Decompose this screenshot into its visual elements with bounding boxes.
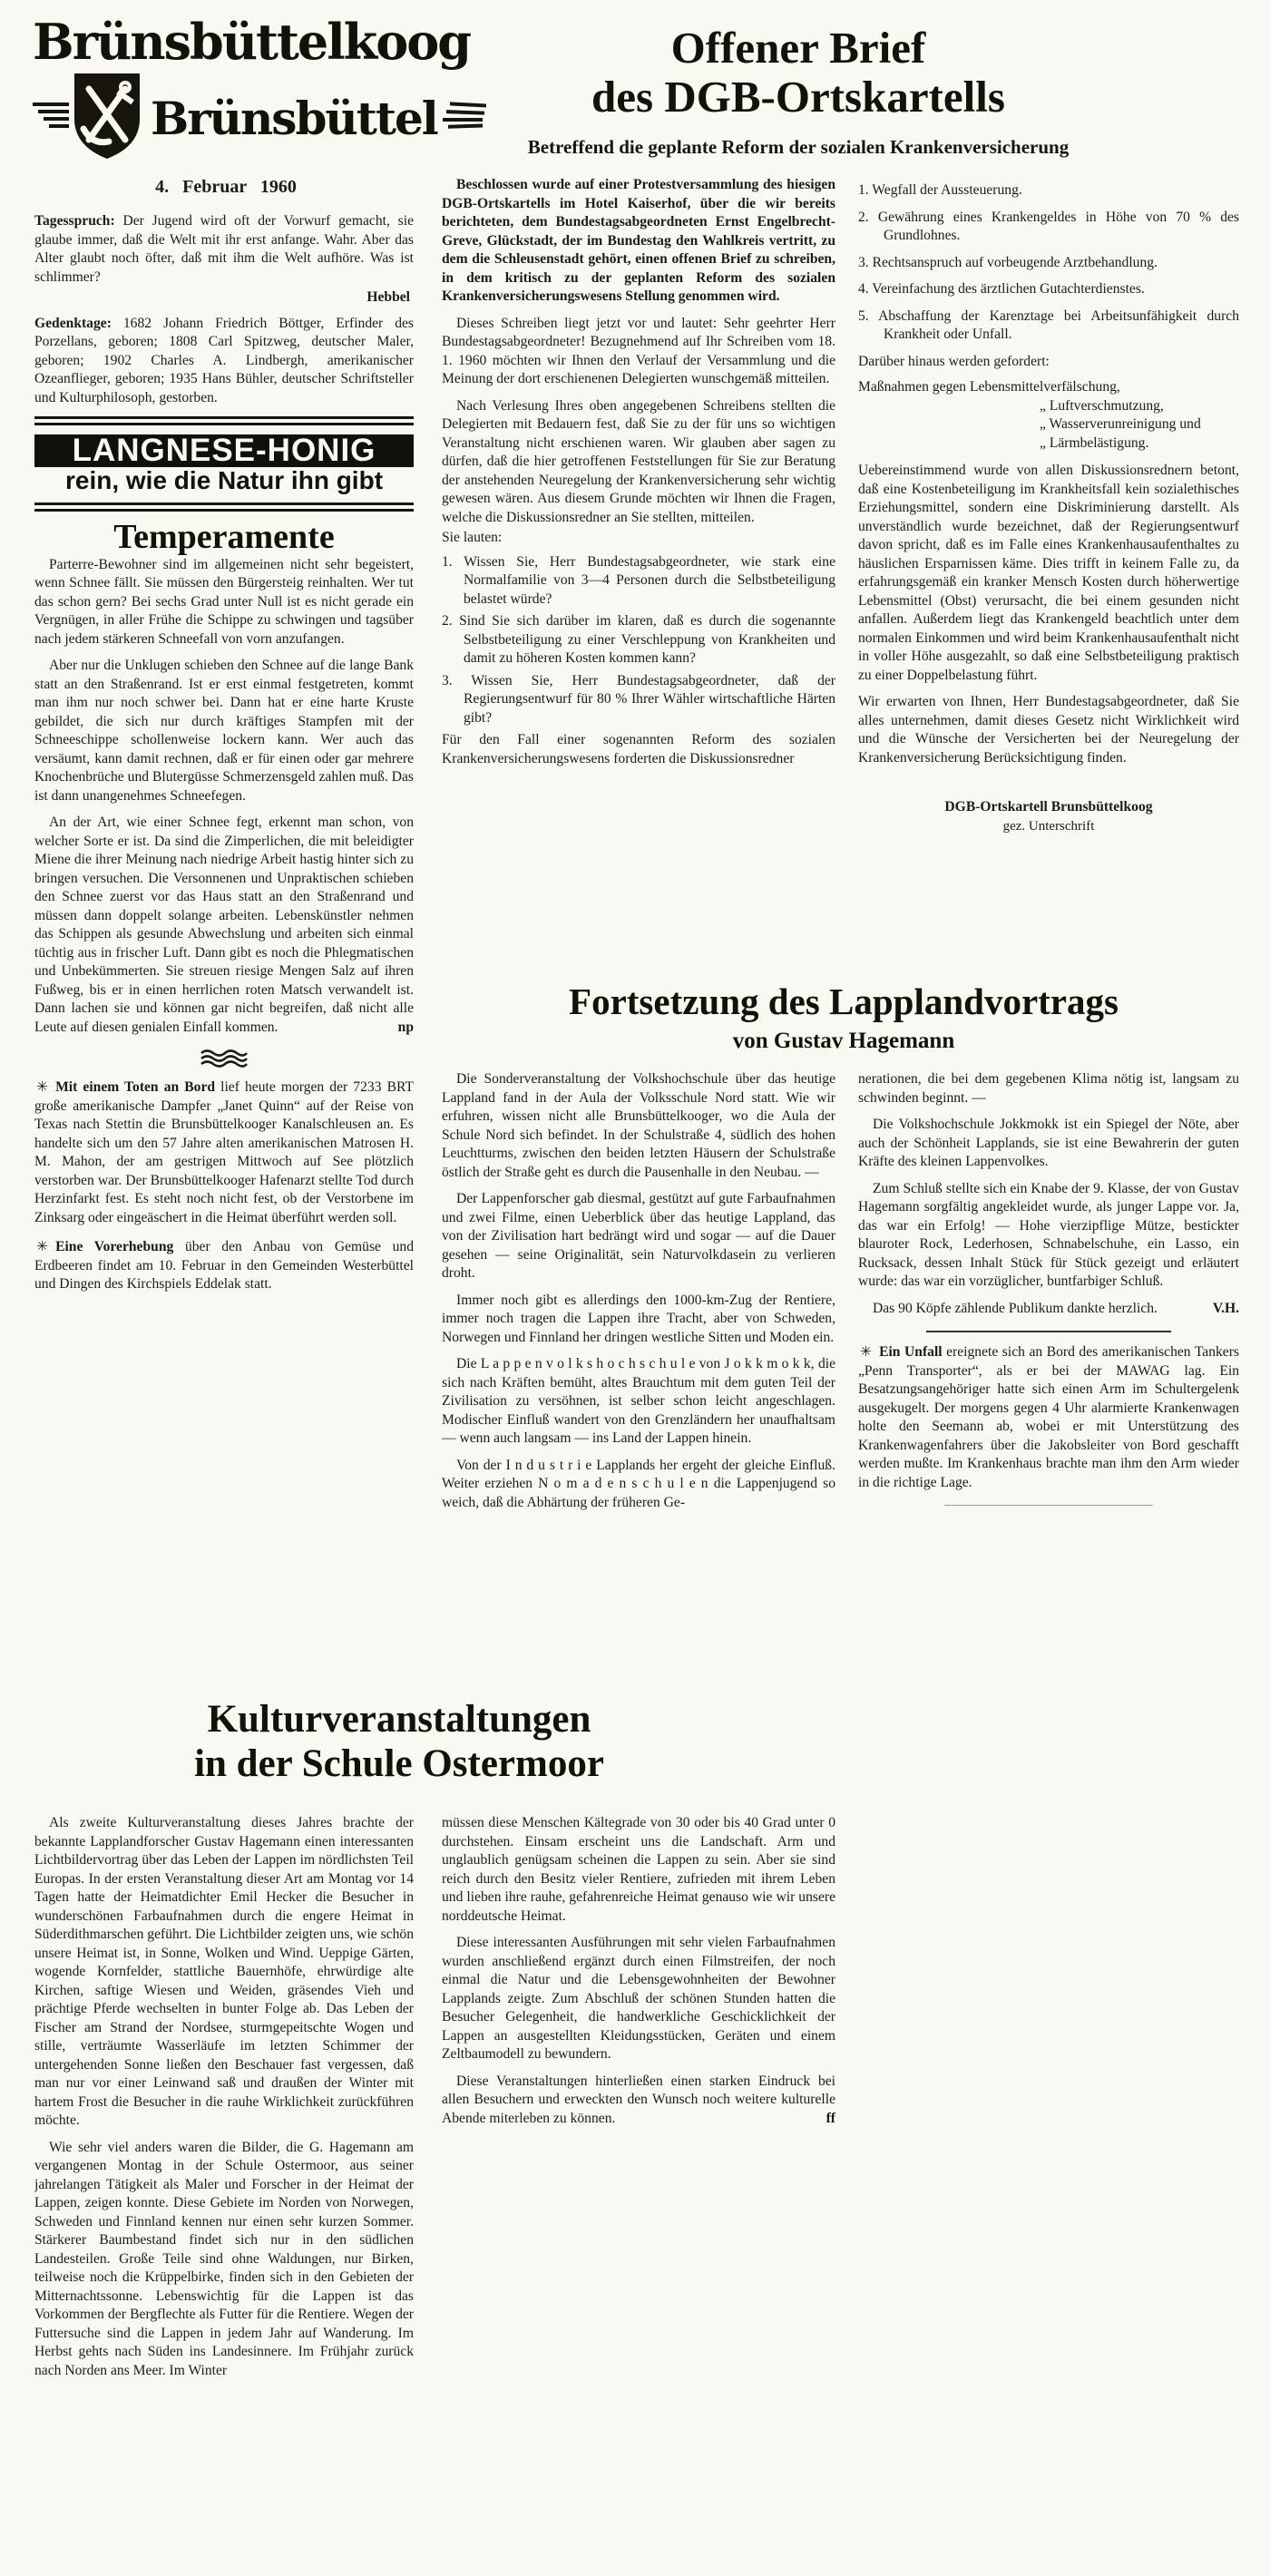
dgb-demand: 1. Wegfall der Aussteuerung. bbox=[858, 182, 1022, 198]
dgb-massnahme: „ Luftverschmutzung, bbox=[1040, 397, 1164, 414]
lappland-paragraph: Von der I n d u s t r i e Lapplands her ergeht der gleiche Einfluß. Weiter erziehen N o m a d e n s c h u l e n die Lappenjugend so weich, daß die Abhärtung der früheren Ge- bbox=[442, 1457, 835, 1510]
tagesspruch-label: Tagesspruch: bbox=[34, 213, 115, 229]
item-star-icon: ✳ bbox=[36, 1239, 49, 1254]
news-item-text: ereignete sich an Bord des amerikanischen Tankers „Penn Transporter“, als er bei der MAWAG lag. Ein Besatzungsangehöriger hatte sich einen Arm im Schultergelenk ausgekugelt. Der morgens gegen 4 Uhr alarmierte Krankenwagen holte den Seemann ab, wobei er mit Unterstützung des Krankenwagenfahrers über die Jakobsleiter von Bord geschafft werden mußte. Im Krankenhaus brachte man ihm den Arm wieder in die richtige Lage. bbox=[858, 1344, 1239, 1490]
temperamente-paragraph: Aber nur die Unklugen schieben den Schnee auf die lange Bank statt an den Straßenrand. Ist er erst einmal festgetreten, kommt man ihm nur noch schwer bei. Dann hat er eine harte Kruste gebildet, die sich nur durch kräftiges Stampfen mit der Schneeschippe schollenweise lockern kann. Wer auch das versäumt, kann damit rechnen, daß er für einen oder gar mehrere Knochenbrüche und Blutergüsse Schmerzensgeld zahlen muß. Das ist dann unangenehmes Schneefegen. bbox=[34, 658, 414, 804]
item-star-icon: ✳ bbox=[860, 1344, 873, 1360]
news-item-text: lief heute morgen der 7233 BRT große amerikanische Dampfer „Janet Quinn“ auf der Reise von Texas nach Stettin die Brunsbüttelkooger Kanalschleusen an. Es handelte sich um den 57 Jahre alten amerikanischen Matrosen H. M. Mahon, der am gestrigen Mittwoch auf See plötzlich verstorben war. Der Brunsbüttelkooger Hafenarzt stellte Tod durch Herzinfarkt fest. Es steht noch nicht fest, ob der Verstorbene im Zinksarg oder eingeäschert in die Heimat überführt werden soll. bbox=[34, 1079, 414, 1225]
temperamente-paragraph bbox=[34, 814, 414, 1037]
wavy-ornament bbox=[200, 1049, 249, 1068]
tagesspruch bbox=[34, 212, 414, 287]
lappland-paragraph: Die Volkshochschule Jokkmokk ist ein Spiegel der Nöte, aber auch der Schönheit Lapplands, sie ist eine Bewahrerin der guten Kräfte des kleinen Lappenvolkes. bbox=[858, 1117, 1239, 1169]
kultur-paragraph: Wie sehr viel anders waren die Bilder, die G. Hagemann am vergangenen Montag in der Schule Ostermoor, aus seiner jahrelangen Tätigkeit als Maler und Forscher in der Heimat der Lappen, zeigen konnte. Diese Gebiete im Norden von Norwegen, Schweden und Finnland kennen nur einen sehr kurzen Sommer. Stärkerer Baumbestand findet sich nur in den südlichen Landesteilen. Große Teile sind ohne Waldungen, nur Birken, teilweise noch die Krüppelbirke, finden sich in den Gebieten der Mitternachtssonne. Lebenswichtig für die Lappen ist das Vorkommen der Bergflechte als Futter für die Rentiere. Wegen der Futtersuche sind die Lappen in jedem Jahr auf Wanderung. Im Herbst gehts nach Süden ins Landesinnere. Im Frühjahr zurück nach Norden ans Meer. Im Winter bbox=[34, 2139, 414, 2378]
dgb-demand: 3. Rechtsanspruch auf vorbeugende Arztbehandlung. bbox=[858, 254, 1158, 270]
lappland-headline-block bbox=[444, 980, 1243, 1054]
dgb-question: 1. Wissen Sie, Herr Bundestagsabgeordneter, wie stark eine Normalfamilie von 3—4 Personen durch die Selbstbeteiligung belastet würde? bbox=[442, 553, 835, 607]
kultur-headline-line2: in der Schule Ostermoor bbox=[194, 1742, 604, 1785]
dgb-column-1 bbox=[442, 176, 835, 776]
langnese-ad-slogan: rein, wie die Natur ihn gibt bbox=[64, 465, 384, 494]
left-column bbox=[34, 212, 414, 1691]
temperamente-title: Temperamente bbox=[113, 518, 335, 556]
flourish-left-icon bbox=[33, 101, 69, 136]
temperamente-paragraph-text: An der Art, wie einer Schnee fegt, erkennt man schon, von welcher Sorte er ist. Da sind die Zimperlichen, die mit beleidigter Miene die ihrer Meinung nach niedrige Arbeit hastig hinter sich zu bringen versuchen. Die Versonnenen und Unpraktischen schieben den Schnee zuerst vor das Haus statt an den Straßenrand und müssen dann doppelt solange arbeiten. Lebenskünstler nehmen das Schippen als gesunde Abwechslung und arbeiten sich einmal tüchtig aus in frischer Luft. Dann gibt es noch die Phlegmatischen und Unbekümmerten. Sie streuen riesige Mengen Salz auf ihren Fußweg, bis er in einen herrlichen roten Matsch verwandelt ist. Dann lachen sie und können gar nicht begreifen, daß nicht alle Leute auf diesen genialen Einfall kommen. bbox=[34, 815, 414, 1035]
lappland-paragraph: Der Lappenforscher gab diesmal, gestützt auf gute Farbaufnahmen und zwei Filme, einen Ueberblick über das heutige Lappland, das von der Zivilisation hart bedrängt wird und sogar — auf die Dauer gesehen — seine Originalität, sein Naturvolkdasein zu verlieren droht. bbox=[442, 1191, 835, 1281]
tagesspruch-text: Der Jugend wird oft der Vorwurf gemacht, sie glaube immer, daß die Welt mit ihr erst anfange. Wahr. Aber das Alter glaubt noch öfter, daß mit ihm die Welt aufhöre. Was ist schlimmer? bbox=[34, 213, 414, 285]
masthead bbox=[33, 13, 470, 198]
dgb-massnahme: „ Wasserverunreinigung und bbox=[1040, 416, 1201, 432]
news-item-lead: Mit einem Toten an Bord bbox=[55, 1079, 216, 1095]
news-item-lead: Eine Vorerhebung bbox=[55, 1239, 174, 1254]
dgb-sie-lauten: Sie lauten: bbox=[442, 530, 503, 545]
langnese-ad-banner: LANGNESE-HONIG bbox=[34, 434, 414, 467]
dgb-demand: 5. Abschaffung der Karenztage bei Arbeitsunfähigkeit durch Krankheit oder Unfall. bbox=[858, 307, 1239, 342]
kultur-paragraph-text: Diese Veranstaltungen hinterließen einen starken Eindruck bei allen Besuchern und erweckten den Wunsch noch weitere kulturelle Abende miterleben zu können. bbox=[442, 2073, 835, 2126]
dgb-paragraph: Dieses Schreiben liegt jetzt vor und lautet: Sehr geehrter Herr Bundestagsabgeordneter! Bezugnehmend auf Ihr Schreiben vom 18. 1. 1960 möchten wir Ihnen den Verlauf der Versammlung und die Meinung der dort erschienenen Delegierten wunschgemäß mitteilen. bbox=[442, 315, 835, 386]
news-item-toter-an-bord bbox=[34, 1078, 414, 1227]
dgb-headline-line2: des DGB-Ortskartells bbox=[591, 71, 1005, 122]
news-item-text: über den Anbau von Gemüse und Erdbeeren findet am 10. Februar in den Gemeinden Westerbüttel und Dingen des Kirchspiels Eddelak statt. bbox=[34, 1239, 414, 1292]
kultur-paragraph: müssen diese Menschen Kältegrade von 30 oder bis 40 Grad unter 0 durchstehen. Einsam erscheint uns die Landschaft. Arm und unglaublich genügsam scheinen die Lappen zu sein. Aber sie sind reich durch den Besitz vieler Rentiere, zufrieden mit ihrem Leben und lieben ihre rauhe, gefahrenreiche Heimat genauso wie wir unsere norddeutsche Heimat. bbox=[442, 1815, 835, 1924]
news-item-lead: Ein Unfall bbox=[879, 1344, 943, 1360]
double-rule-bottom bbox=[34, 503, 414, 512]
lappland-column-1 bbox=[442, 1070, 835, 1520]
dgb-signature-org: DGB-Ortskartell Brunsbüttelkoog bbox=[944, 799, 1153, 815]
audience-text: Das 90 Köpfe zählende Publikum dankte herzlich. bbox=[873, 1300, 1158, 1316]
dgb-massnahme: „ Lärmbelästigung. bbox=[1040, 434, 1149, 451]
news-item-vorerhebung bbox=[34, 1238, 414, 1294]
lappland-paragraph: Immer noch gibt es allerdings den 1000-km-Zug der Rentiere, immer noch tragen die Lappen ihre Tracht, aber von Schweden, Norwegen und Finnland her dringen westliche Sitten und Moden ein. bbox=[442, 1292, 835, 1345]
item-star-icon: ✳ bbox=[36, 1079, 49, 1095]
dgb-question: 2. Sind Sie sich darüber im klaren, daß es durch die sogenannte Selbstbeteiligung zu einer Verschleppung von Krankheiten und damit zu höheren Kosten kommen kann? bbox=[442, 613, 835, 666]
lappland-paragraph: Die L a p p e n v o l k s h o c h s c h u l e von J o k k m o k k, die sich nach Kräften bemüht, altes Brauchtum mit dem guten Teil der Zivilisation zu versöhnen, ist selber schon leicht angeschlagen. Modischer Einfluß wandert von den Grenzländern her unaufhaltsam — wenn auch langsam — ins Land der Lappen hinein. bbox=[442, 1356, 835, 1446]
issue-date: 4. Februar 1960 bbox=[155, 177, 297, 197]
dgb-signature-gez: gez. Unterschrift bbox=[1002, 818, 1095, 834]
city-crest-icon bbox=[71, 71, 143, 166]
lappland-paragraph: Die Sonderveranstaltung der Volkshochschule über das heutige Lappland fand in der Aula der Volksschule Nord statt. Wie wir erfuhren, wissen nicht alle Brunsbüttelkooger, wo die Aula der Schule Nord sich befindet. In der Schulstraße 4, südlich des hohen Leuchtturms, zwischen den beiden letzten Häusern der Schulstraße östlich der Straße geht es durch die Pausenhalle in den Neubau. — bbox=[442, 1071, 835, 1180]
dgb-headline-line1: Offener Brief bbox=[670, 23, 926, 73]
dgb-paragraph: Uebereinstimmend wurde von allen Diskussionsrednern betont, daß eine Kostenbeteiligung im Krankheitsfall kein sozialethisches Erziehungsmittel, sondern eine Diskriminierung darstellt. Als unverständlich wurde bezeichnet, daß der Regierungsentwurf davon spricht, daß es im Falle eines Krankenhausaufenthaltes zu häuslichen Ersparnissen käme. Dies trifft in keinem Falle zu, da erfahrungsgemäß ein kranker Mensch Kosten durch höherwertige Lebensmittel (Obst) verursacht, die bei einem gesunden nicht anfallen. Außerdem liegt das Krankengeld beachtlich unter dem normalen Einkommen und wird beim Krankenhausaufenthalt nicht in voller Höhe ausgezahlt, so daß eine Selbstbeteiligung praktisch zu einer Doppelbelastung führt. bbox=[858, 463, 1239, 683]
news-item-unfall bbox=[858, 1343, 1239, 1492]
dgb-column-2 bbox=[858, 181, 1239, 835]
dgb-paragraph: Wir erwarten von Ihnen, Herr Bundestagsabgeordneter, daß Sie alles unternehmen, damit dieses Gesetz nicht Wirklichkeit wird und die Wünsche der Versicherten bei der Neuregelung der Krankenversicherung Berücksichtigung finden. bbox=[858, 694, 1239, 766]
double-rule-top bbox=[34, 416, 414, 425]
gedenktage-text: 1682 Johann Friedrich Böttger, Erfinder des Porzellans, geboren; 1808 Carl Spitzweg, deutscher Maler, geboren; 1902 Charles A. Lindbergh, amerikanischer Ozeanflieger, geboren; 1935 Hans Bühler, deutscher Schriftsteller und Kulturphilosoph, gestorben. bbox=[34, 315, 414, 405]
lappland-paragraph: nerationen, die bei dem gegebenen Klima nötig ist, langsam zu schwinden beginnt. — bbox=[858, 1071, 1239, 1106]
kultur-paragraph: Als zweite Kulturveranstaltung dieses Jahres brachte der bekannte Lapplandforscher Gustav Hagemann einen interessanten Lichtbildervortrag über das Leben der Lappen im nördlichsten Teil Europas. In der ersten Veranstaltung dieser Art am Montag vor 14 Tagen hatte der Heimatdichter Emil Hecker die Besucher in wunderschönen Farbaufnahmen durch die engere Heimat in Süderdithmarschen geführt. Die Lichtbilder zeigten uns, wie schön unsere Heimat ist, in Sonne, Wolken und Wind. Ueppige Gärten, wogende Kornfelder, stattliche Bauernhöfe, ehrwürdige alte Kirchen, saftige Wiesen und Weiden, gräsendes Vieh und prächtige Pferde wechselten in bunter Folge ab. Das Leben der Fischer am Strand der Nordsee, sturmgepeitschte Wogen und stille, verträumte Wasserläufe im letzten Schimmer der untergehenden Sonne ließen den Beschauer fast vergessen, daß man nur vor einer Leinwand saß und draußen der Winter mit hartem Frost die Besucher in die rauhe Wirklichkeit zurückführen möchte. bbox=[34, 1815, 414, 2128]
masthead-title-line2: Brünsbüttel bbox=[151, 92, 437, 145]
kultur-headline bbox=[82, 1698, 717, 1786]
tagesspruch-attribution: Hebbel bbox=[366, 289, 410, 305]
dgb-demand: 4. Vereinfachung des ärztlichen Gutachterdienstes. bbox=[858, 281, 1145, 297]
item-divider bbox=[926, 1331, 1171, 1332]
dgb-subtitle: Betreffend die geplante Reform der sozialen Krankenversicherung bbox=[527, 136, 1070, 158]
lappland-column-2 bbox=[858, 1070, 1239, 1517]
lappland-paragraph: Zum Schluß stellte sich ein Knabe der 9. Klasse, der von Gustav Hagemann sorgfältig angekleidet wurde, als junger Lappe vor. Ja, das war ein Erfolg! — Hohe vierzipflige Mütze, bestickter blauroter Rock, Lederhosen, Schnabelschuhe, ein Lasso, ein Rucksack, dessen Inhalt Stück für Stück gezeigt und erläutert wurde: das war ein vorzüglicher, buntfarbiger Schluß. bbox=[858, 1180, 1239, 1289]
dgb-paragraph: Nach Verlesung Ihres oben angegebenen Schreibens stellten die Delegierten mit Bedauern fest, daß Sie zu der für uns so wichtigen Veranstaltung nicht erschienen waren. Wir glauben aber sagen zu dürfen, daß die hier getroffenen Feststellungen für Sie zur Beratung der anstehenden Neuregelung der Krankenversicherung sehr wichtig gewesen wären. Aus diesem Grunde möchten wir Ihnen die Fragen, welche die Diskussionsredner an Sie stellten, mitteilen. bbox=[442, 397, 835, 525]
item-divider-faint bbox=[944, 1505, 1153, 1506]
temperamente-paragraph: Parterre-Bewohner sind im allgemeinen nicht sehr begeistert, wenn Schnee fällt. Sie müssen den Bürgersteig reinhalten. Wer tut das schon gern? Bei sechs Grad unter Null ist es nicht gerade ein Vergnügen, in aller Frühe die Schippe zu schwingen und tagsüber nach jedem stärkeren Schneefall von vorn anzufangen. bbox=[34, 556, 414, 647]
masthead-title-line1: Brünsbüttelkoog bbox=[33, 13, 470, 71]
dgb-question: 3. Wissen Sie, Herr Bundestagsabgeordneter, daß der Regierungsentwurf für 80 % Ihrer Wähler wirtschaftliche Härten gibt? bbox=[442, 672, 835, 726]
dgb-demand: 2. Gewährung eines Krankengeldes in Höhe von 70 % des Grundlohnes. bbox=[858, 209, 1239, 243]
kultur-column-2 bbox=[442, 1814, 835, 2136]
lappland-signature: V.H. bbox=[1212, 1300, 1239, 1316]
kultur-column-1 bbox=[34, 1814, 414, 2576]
kultur-paragraph bbox=[442, 2073, 835, 2129]
lappland-audience-line bbox=[858, 1300, 1239, 1319]
kultur-paragraph: Diese interessanten Ausführungen mit sehr vielen Farbaufnahmen wurden anschließend ergänzt durch einen Filmstreifen, der noch einmal die Natur und die Lebensgewohnheiten der Bewohner Lapplands zeigte. Zum Abschluß der schönen Stunden hatten die Besucher Gelegenheit, die handwerkliche Geschicklichkeit der Lappen an ausgestellten Kleidungsstücken, Geräten und einem Zeltbaumodell zu bewundern. bbox=[442, 1935, 835, 2062]
gedenktage bbox=[34, 315, 414, 408]
dgb-darueber-line: Darüber hinaus werden gefordert: bbox=[858, 353, 1050, 369]
dgb-lead-paragraph: Beschlossen wurde auf einer Protestversammlung des hiesigen DGB-Ortskartells im Hotel Kaiserhof, über die wir bereits berichteten, dem Bundestagsabgeordneten Ernst Engelbrecht-Greve, Glückstadt, der im Bundestag den Wahlkreis vertritt, zu dem die Schleusenstadt gehört, einen offenen Brief zu schreiben, in dem kritisch zu der geplanten Reform des sozialen Krankenversicherungswesens Stellung genommen wird. bbox=[442, 177, 835, 304]
dgb-headline bbox=[426, 24, 1170, 122]
lappland-headline: Fortsetzung des Lapplandvortrags bbox=[569, 981, 1119, 1022]
kultur-headline-line1: Kulturveranstaltungen bbox=[207, 1698, 591, 1741]
gedenktage-label: Gedenktage: bbox=[34, 315, 112, 331]
dgb-closing-paragraph: Für den Fall einer sogenannten Reform des sozialen Krankenversicherungswesens forderten die Diskussionsredner bbox=[442, 732, 835, 766]
temperamente-signature: np bbox=[397, 1019, 414, 1035]
dgb-massnahme: Maßnahmen gegen Lebensmittelverfälschung, bbox=[858, 379, 1120, 395]
lappland-byline: von Gustav Hagemann bbox=[732, 1029, 955, 1053]
kultur-signature: ff bbox=[826, 2110, 835, 2126]
